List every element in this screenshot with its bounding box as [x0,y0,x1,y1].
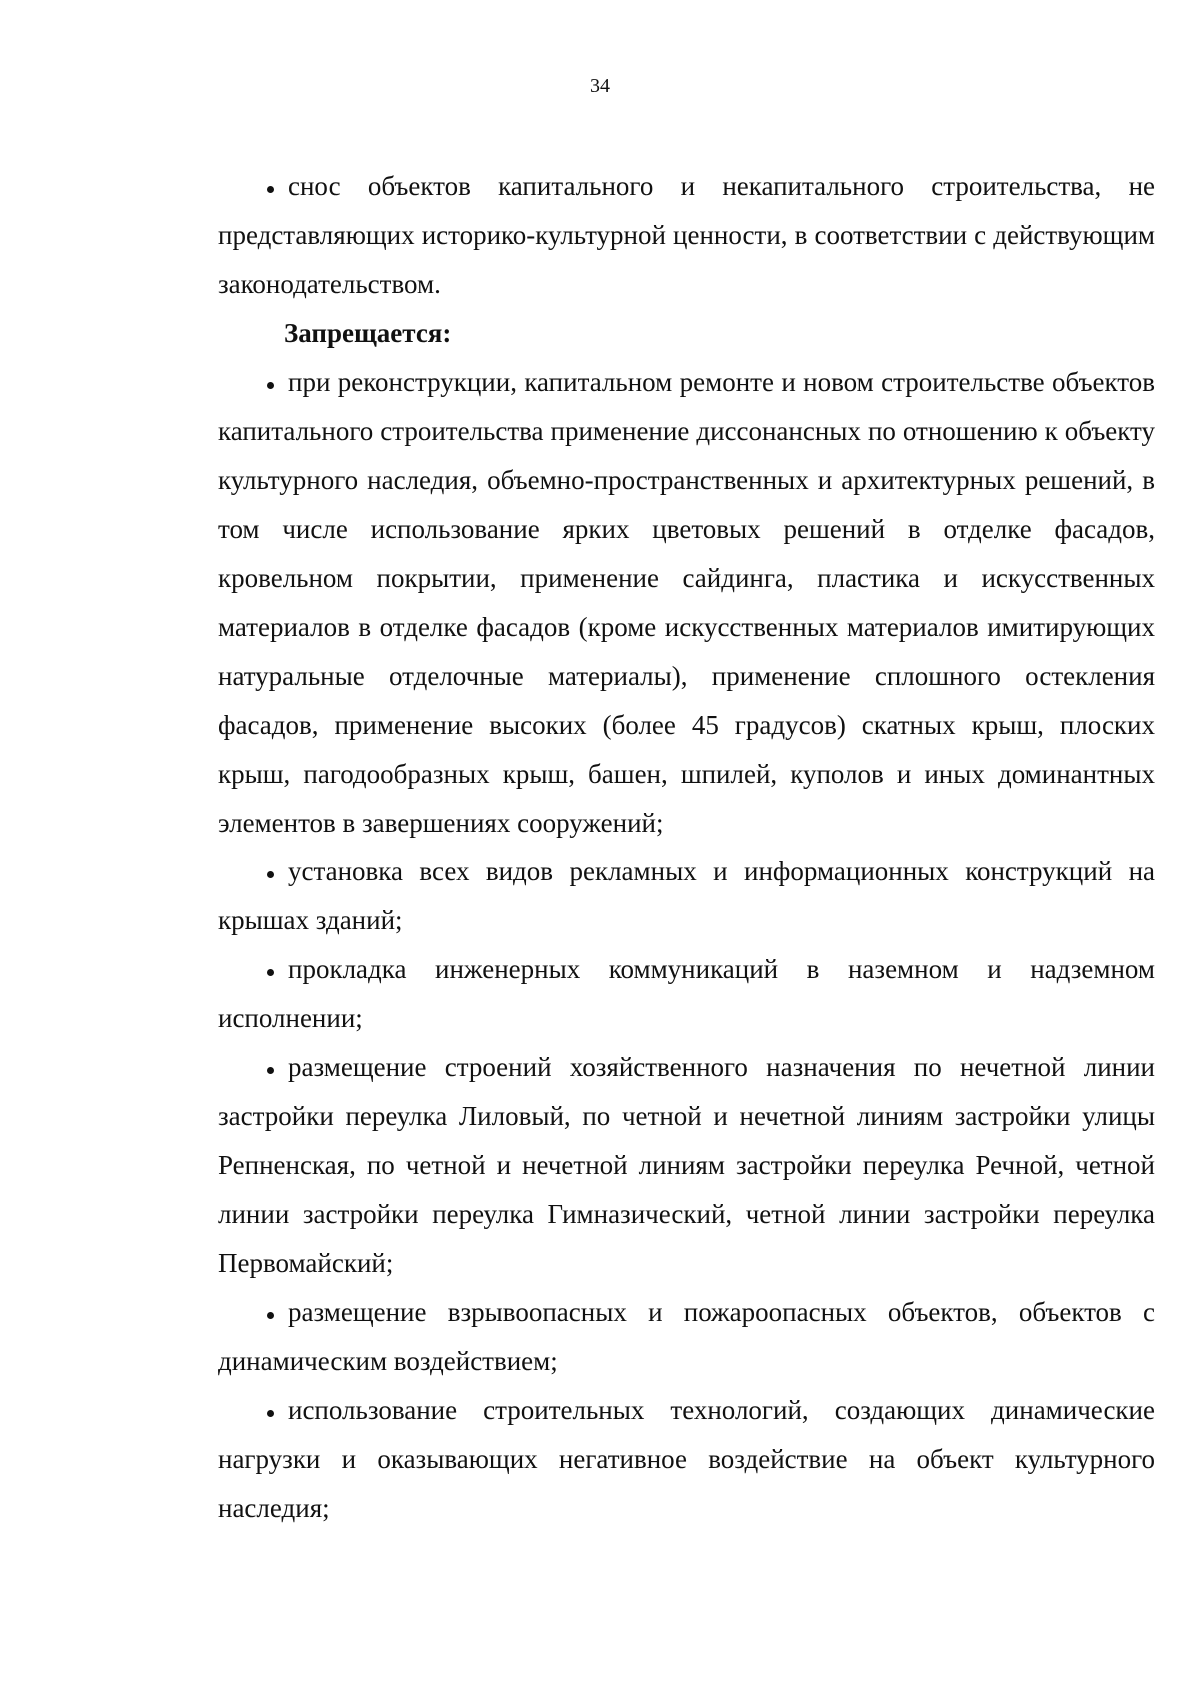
list-item-text: использование строительных технологий, создающих динамические нагрузки и оказывающих негативное воздействие на объект культурного наследия; [218,1395,1155,1523]
list-item-text: размещение строений хозяйственного назначения по нечетной линии застройки переулка Лиловый, по четной и нечетной линиям застройки улицы Репненская, по четной и нечетной линиям застройки переулка Речной, четной линии застройки переулка Гимназический, четной линии застройки переулка Первомайский; [218,1052,1155,1278]
list-item-text: установка всех видов рекламных и информационных конструкций на крышах зданий; [218,856,1155,935]
page-number: 34 [590,75,610,97]
list-item [218,945,1155,1043]
list-item-text: размещение взрывоопасных и пожароопасных объектов, объектов с динамическим воздействием; [218,1297,1155,1376]
list-item [218,1386,1155,1533]
section-heading: Запрещается: [284,318,452,348]
list-item [218,1288,1155,1386]
list-item [218,358,1155,848]
list-item-text: при реконструкции, капитальном ремонте и новом строительстве объектов капитального строительства применение диссонансных по отношению к объекту культурного наследия, объемно-пространственных и архитектурных решений, в том числе использование ярких цветовых решений в отделке фасадов, кровельном покрытии, применение сайдинга, пластика и искусственных материалов в отделке фасадов (кроме искусственных материалов имитирующих натуральные отделочные материалы), применение сплошного остекления фасадов, применение высоких (более 45 градусов) скатных крыш, плоских крыш, пагодообразных крыш, башен, шпилей, куполов и иных доминантных элементов в завершениях сооружений; [218,367,1155,838]
list-item [218,1043,1155,1288]
list-item-text: снос объектов капитального и некапитального строительства, не представляющих историко-культурной ценности, в соответствии с действующим законодательством. [218,171,1155,299]
list-item [218,847,1155,945]
list-item-intro [218,162,1155,309]
list-item-text: прокладка инженерных коммуникаций в наземном и надземном исполнении; [218,954,1155,1033]
document-body [218,162,1155,1533]
